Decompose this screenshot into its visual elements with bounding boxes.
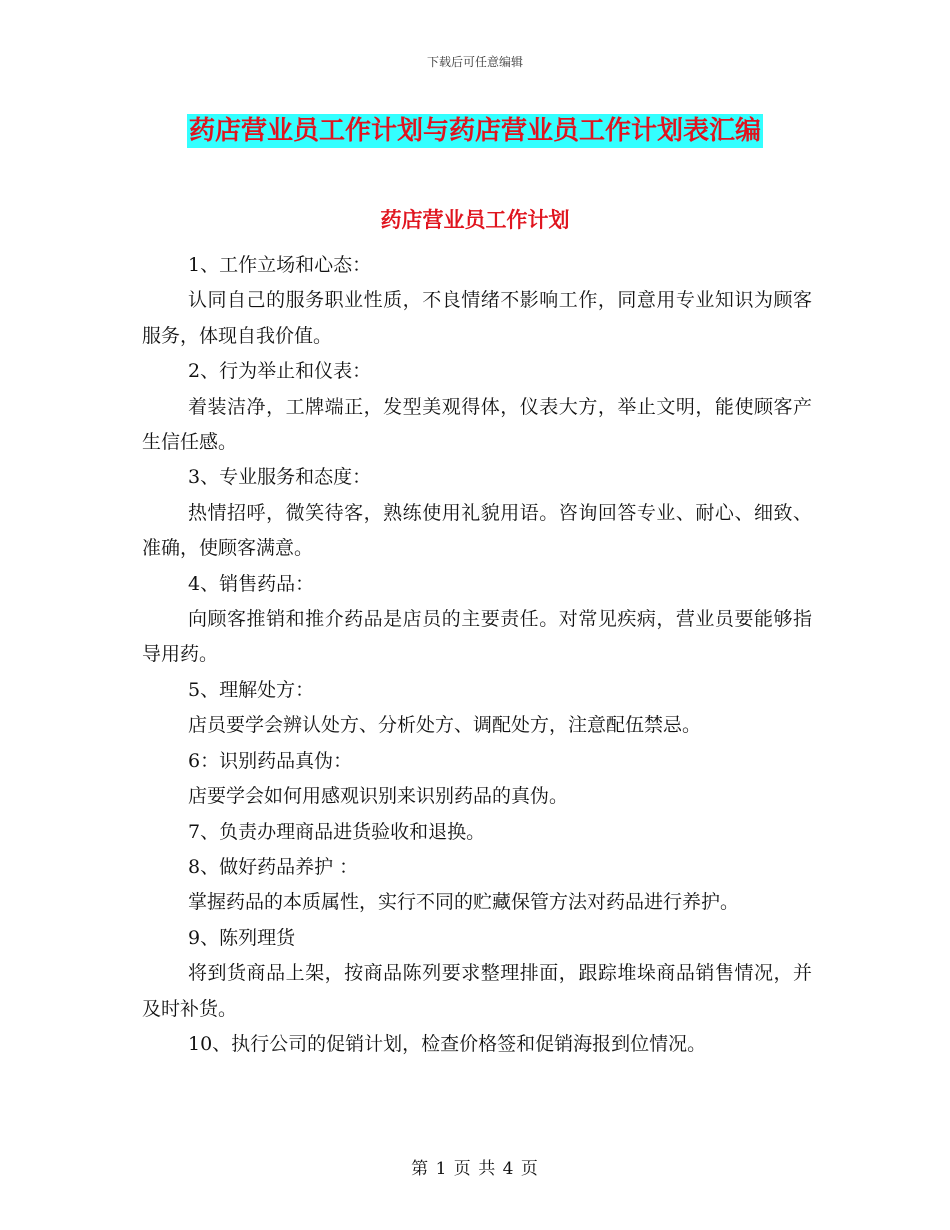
page-footer: 第 1 页 共 4 页 (411, 1159, 539, 1179)
section-title: 药店营业员工作计划 (380, 207, 570, 232)
paragraph: 1、工作立场和心态： (188, 254, 372, 276)
header-note: 下载后可任意编辑 (426, 55, 523, 69)
paragraph: 将到货商品上架，按商品陈列要求整理排面，跟踪堆垛商品销售情况，并及时补货。 (142, 962, 812, 1020)
paragraph: 认同自己的服务职业性质，不良情绪不影响工作，同意用专业知识为顾客服务，体现自我价值。 (142, 289, 812, 347)
body-text (142, 248, 812, 1062)
paragraph: 着装洁净，工牌端正，发型美观得体，仪表大方，举止文明，能使顾客产生信任感。 (142, 395, 812, 454)
paragraph: 6：识别药品真伪： (188, 749, 353, 772)
paragraph: 向顾客推销和推介药品是店员的主要责任。对常见疾病，营业员要能够指导用药。 (142, 608, 812, 666)
document-title-text: 药店营业员工作计划与药店营业员工作计划表汇编 (188, 116, 761, 146)
paragraph: 掌握药品的本质属性，实行不同的贮藏保管方法对药品进行养护。 (188, 891, 740, 914)
paragraph: 10、执行公司的促销计划，检查价格签和促销海报到位情况。 (188, 1032, 707, 1055)
paragraph: 8、做好药品养护 ： (188, 855, 359, 878)
paragraph: 热情招呼，微笑待客，熟练使用礼貌用语。咨询回答专业、耐心、细致、准确，使顾客满意。 (142, 501, 812, 560)
paragraph: 7、负责办理商品进货验收和退换。 (188, 820, 486, 843)
paragraph: 9、陈列理货 (188, 926, 296, 949)
paragraph: 店要学会如何用感观识别来识别药品的真伪。 (188, 785, 569, 808)
paragraph: 2、行为举止和仪表： (188, 360, 372, 383)
paragraph: 5、理解处方： (188, 678, 315, 701)
paragraph: 店员要学会辨认处方、分析处方、调配处方，注意配伍禁忌。 (188, 714, 702, 737)
document-title (0, 110, 950, 147)
paragraph: 3、专业服务和态度： (188, 466, 372, 489)
paragraph: 4、销售药品： (188, 572, 315, 595)
